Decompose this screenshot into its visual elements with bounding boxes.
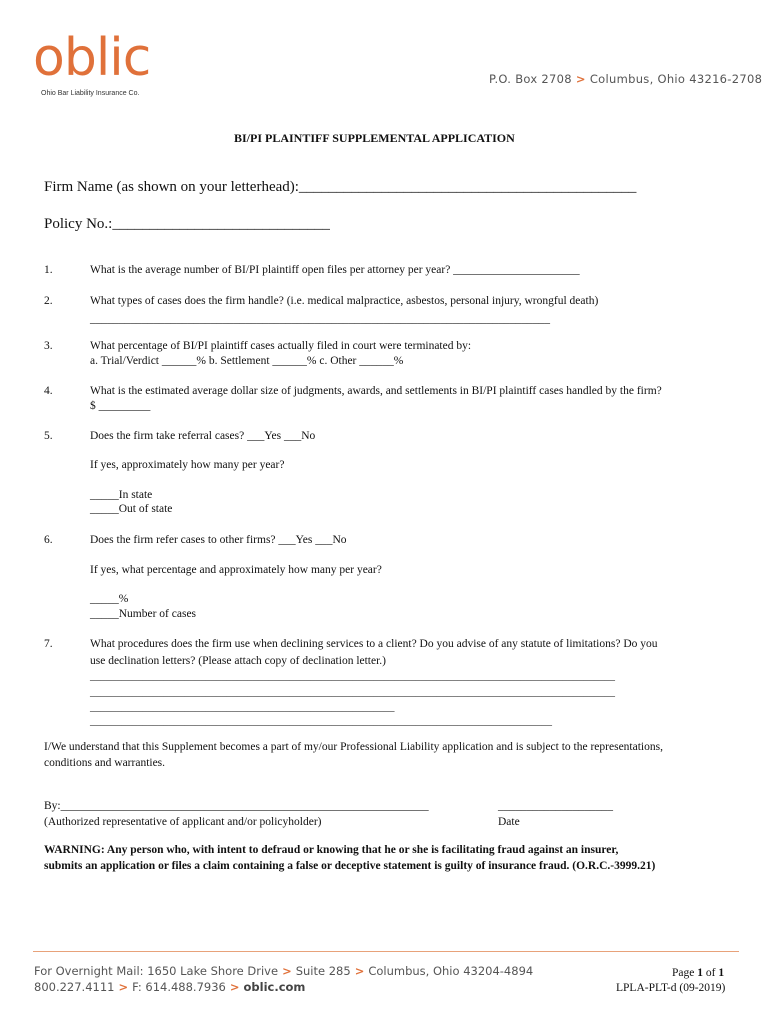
question-7-text-line1: What procedures does the firm use when declining services to a client? Do you advise of any statute of limitations? Do you: [90, 638, 658, 650]
question-1-number: 1.: [44, 264, 53, 276]
question-2-number: 2.: [44, 295, 53, 307]
chevron-right-icon: >: [229, 980, 240, 994]
logo: [33, 28, 151, 97]
question-5-number: 5.: [44, 430, 53, 442]
footer-phone[interactable]: 800.227.4111: [34, 980, 115, 994]
question-7-answer-line[interactable]: ____________________________________________________________________________________________________: [90, 687, 615, 698]
footer-overnight-mail: [34, 964, 533, 978]
question-2-text: What types of cases does the firm handle? (i.e. medical malpractice, asbestos, personal injury, wrongful death): [90, 295, 599, 307]
page-of-label: of: [705, 967, 716, 979]
form-title: BI/PI PLAINTIFF SUPPLEMENTAL APPLICATION: [234, 131, 515, 145]
fraud-warning-line1: WARNING: Any person who, with intent to defraud or knowing that he or she is facilitating fraud against an insurer,: [44, 844, 619, 856]
chevron-right-icon: >: [118, 980, 129, 994]
page-label: Page: [672, 967, 695, 979]
question-7-number: 7.: [44, 638, 53, 650]
page-total: 1: [718, 967, 725, 979]
question-6-number: 6.: [44, 534, 53, 546]
logo-wordmark: oblic: [33, 28, 151, 88]
fraud-warning-line2: submits an application or files a claim containing a false or deceptive statement is guilty of insurance fraud. (O.R.C.-3999.21): [44, 860, 656, 872]
date-field[interactable]: ____________________: [498, 800, 613, 812]
chevron-right-icon: >: [575, 72, 586, 86]
logo-subtitle: Ohio Bar Liability Insurance Co.: [41, 90, 140, 97]
policy-number-field[interactable]: Policy No.:_____________________________: [44, 216, 330, 232]
page-number: [672, 967, 724, 979]
footer-contact: [34, 980, 305, 994]
address-po-box: P.O. Box 2708: [489, 72, 572, 86]
question-5-in-state[interactable]: _____In state: [90, 489, 153, 501]
question-3-number: 3.: [44, 340, 53, 352]
footer-mail-street: For Overnight Mail: 1650 Lake Shore Drive: [34, 964, 279, 978]
question-7-text-line2: use declination letters? (Please attach copy of declination letter.): [90, 655, 387, 667]
footer-fax: F: 614.488.7936: [132, 980, 226, 994]
form-code: LPLA-PLT-d (09-2019): [616, 982, 726, 994]
page-current: 1: [697, 967, 703, 979]
question-4-amount[interactable]: $ _________: [90, 400, 151, 412]
question-5-followup: If yes, approximately how many per year?: [90, 459, 285, 471]
address-city: Columbus, Ohio 43216-2708: [589, 72, 763, 86]
acknowledgement-line2: conditions and warranties.: [44, 757, 166, 769]
question-7-answer-line[interactable]: __________________________________________________________: [90, 702, 395, 713]
signature-caption: (Authorized representative of applicant and/or policyholder): [44, 816, 322, 828]
question-6-number-of-cases[interactable]: _____Number of cases: [90, 608, 197, 620]
question-4-text: What is the estimated average dollar size of judgments, awards, and settlements in BI/PI plaintiff cases handled by the firm?: [90, 385, 662, 397]
question-6-followup: If yes, what percentage and approximately how many per year?: [90, 564, 382, 576]
acknowledgement-line1: I/We understand that this Supplement becomes a part of my/our Professional Liability application and is subject to the representations,: [44, 741, 663, 753]
question-7-answer-line[interactable]: ________________________________________________________________________________________: [90, 716, 552, 727]
question-6-percentage[interactable]: _____%: [90, 593, 129, 605]
question-7-answer-line[interactable]: ____________________________________________________________________________________________________: [90, 671, 615, 682]
question-5-text[interactable]: Does the firm take referral cases? ___Yes ___No: [90, 430, 316, 442]
signature-by-field[interactable]: By:________________________________________________________________: [44, 800, 429, 812]
question-2-answer-line[interactable]: ________________________________________________________________________________: [90, 313, 550, 325]
footer-mail-suite: Suite 285: [295, 964, 351, 978]
question-5-out-of-state[interactable]: _____Out of state: [90, 503, 173, 515]
chevron-right-icon: >: [282, 964, 292, 978]
footer-website-link[interactable]: oblic.com: [243, 980, 306, 994]
footer-mail-city: Columbus, Ohio 43204-4894: [368, 964, 534, 978]
firm-name-field[interactable]: Firm Name (as shown on your letterhead):_____________________________________________: [44, 179, 637, 195]
question-3-text: What percentage of BI/PI plaintiff cases actually filed in court were terminated by:: [90, 340, 472, 352]
header-address: [489, 72, 762, 86]
question-1-text[interactable]: What is the average number of BI/PI plaintiff open files per attorney per year? ______________________: [90, 264, 580, 276]
question-4-number: 4.: [44, 385, 53, 397]
chevron-right-icon: >: [354, 964, 365, 978]
question-6-text[interactable]: Does the firm refer cases to other firms? ___Yes ___No: [90, 534, 347, 546]
question-3-percentages[interactable]: a. Trial/Verdict ______% b. Settlement ______% c. Other ______%: [90, 355, 404, 367]
date-caption: Date: [498, 816, 520, 828]
footer-divider: [33, 951, 739, 952]
